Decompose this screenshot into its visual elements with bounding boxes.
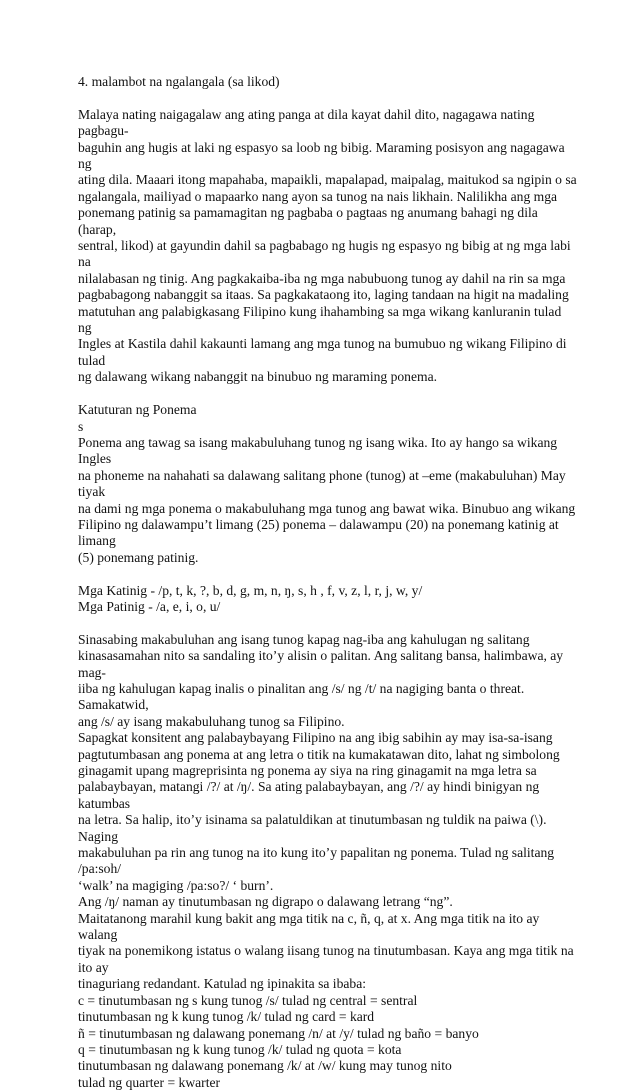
paragraph-articulation xyxy=(78,107,578,386)
stray-character: s xyxy=(78,418,84,434)
vowels-line: Mga Patinig - /a, e, i, o, u/ xyxy=(78,598,221,614)
text-line: na dami ng mga ponema o makabuluhang mga tunog ang bawat wika. Binubuo ang wikang xyxy=(78,500,576,516)
text-line: ponemang patinig sa pamamagitan ng pagbaba o pagtaas ng anumang bahagi ng dila (harap, xyxy=(78,205,538,237)
text-line: Ang /ŋ/ naman ay tinutumbasan ng digrapo o dalawang letrang “ng”. xyxy=(78,894,453,910)
text-line: (5) ponemang patinig. xyxy=(78,549,199,565)
paragraph-significance xyxy=(78,632,578,1091)
text-line: Sapagkat konsitent ang palabaybayang Filipino na ang ibig sabihin ay may isa-sa-isang xyxy=(78,730,553,746)
section-title: Katuturan ng Ponema xyxy=(78,402,197,418)
text-line: c = tinutumbasan ng s kung tunog /s/ tulad ng central = sentral xyxy=(78,992,418,1008)
text-line: Maitatanong marahil kung bakit ang mga titik na c, ñ, q, at x. Ang mga titik na ito ay walang xyxy=(78,910,540,943)
text-line: palabaybayan, matangi /?/ at /ŋ/. Sa ating palabaybayan, ang /?/ ay hindi binigyan ng katumbas xyxy=(78,779,540,811)
text-line: Malaya nating naigagalaw ang ating panga at dila kayat dahil dito, nagagawa nating pagbagu- xyxy=(78,106,535,139)
text-line: Filipino ng dalawampu’t limang (25) ponema – dalawampu (20) na ponemang katinig at limang xyxy=(78,516,559,549)
text-line: q = tinutumbasan ng k kung tunog /k/ tulad ng quota = kota xyxy=(78,1041,402,1057)
text-line: tinaguriang redandant. Katulad ng ipinakita sa ibaba: xyxy=(78,976,367,992)
text-line: Ponema ang tawag sa isang makabuluhang tunog ng isang wika. Ito ay hango sa wikang Ingles xyxy=(78,434,558,467)
document-page xyxy=(78,74,578,1091)
text-line: tiyak na ponemikong istatus o walang iisang tunog na tinutumbasan. Kaya ang mga titik na ito ay xyxy=(78,943,574,975)
text-line: ating dila. Maaari itong mapahaba, mapaikli, mapalapad, maipalag, maitukod sa ngipin o sa xyxy=(78,172,577,188)
text-line: pagbabagong nabanggit sa itaas. Sa pagkakataong ito, laging tandaan na higit na madaling xyxy=(78,287,569,303)
consonants-line: Mga Katinig - /p, t, k, ?, b, d, g, m, n, ŋ, s, h , f, v, z, l, r, j, w, y/ xyxy=(78,582,423,598)
text-line: makabuluhan pa rin ang tunog na ito kung ito’y papalitan ng ponema. Tulad ng salitang /pa:soh/ xyxy=(78,845,555,877)
text-line: iiba ng kahulugan kapag inalis o pinalitan ang /s/ ng /t/ na nagiging banta o threat. Samakatwid, xyxy=(78,680,525,713)
text-line: tinutumbasan ng dalawang ponemang /k/ at /w/ kung may tunog nito xyxy=(78,1058,452,1074)
text-line: tulad ng quarter = kwarter xyxy=(78,1074,221,1090)
text-line: Ingles at Kastila dahil kakaunti lamang ang mga tunog na bumubuo ng wikang Filipino di tulad xyxy=(78,336,567,368)
text-line: nilalabasan ng tinig. Ang pagkakaiba-iba ng mga nabubuong tunog ay dahil na rin sa mga xyxy=(78,270,566,286)
text-line: ng dalawang wikang nabanggit na binubuo ng maraming ponema. xyxy=(78,369,438,385)
text-line: ‘walk’ na magiging /pa:so?/ ‘ burn’. xyxy=(78,877,274,893)
list-heading: 4. malambot na ngalangala (sa likod) xyxy=(78,74,280,89)
text-line: ngalangala, mailiyad o mapaarko nang ayon sa tunog na nais likhain. Nalilikha ang mga xyxy=(78,188,558,204)
text-line: matutuhan ang palabigkasang Filipino kung ihahambing sa mga wikang kanluranin tulad ng xyxy=(78,303,562,336)
text-line: baguhin ang hugis at laki ng espasyo sa loob ng bibig. Maraming posisyon ang nagagawa ng xyxy=(78,139,565,172)
text-line: sentral, likod) at gayundin dahil sa pagbabago ng hugis ng espasyo ng bibig at ng mga labi na xyxy=(78,238,571,270)
text-line: na letra. Sa halip, ito’y isinama sa palatuldikan at tinutumbasan ng tuldik na paiwa (\). Naging xyxy=(78,812,547,844)
text-line: tinutumbasan ng k kung tunog /k/ tulad ng card = kard xyxy=(78,1009,375,1025)
text-line: Sinasabing makabuluhan ang isang tunog kapag nag-iba ang kahulugan ng salitang xyxy=(78,631,530,647)
text-line: pagtutumbasan ang ponema at ang letra o titik na kumakatawan dito, lahat ng simbolong xyxy=(78,746,560,762)
text-line: kinasasamahan nito sa sandaling ito’y alisin o palitan. Ang salitang bansa, halimbawa, ay mag- xyxy=(78,648,564,680)
text-line: ang /s/ ay isang makabuluhang tunog sa Filipino. xyxy=(78,713,345,729)
text-line: ginagamit upang magreprisinta ng ponema ay siya na ring ginagamit na mga letra sa xyxy=(78,763,537,778)
text-line: ñ = tinutumbasan ng dalawang ponemang /n/ at /y/ tulad ng baño = banyo xyxy=(78,1025,479,1041)
paragraph-definition xyxy=(78,435,578,566)
text-line: na phoneme na nahahati sa dalawang salitang phone (tunog) at –eme (makabuluhan) May tiyak xyxy=(78,467,566,500)
